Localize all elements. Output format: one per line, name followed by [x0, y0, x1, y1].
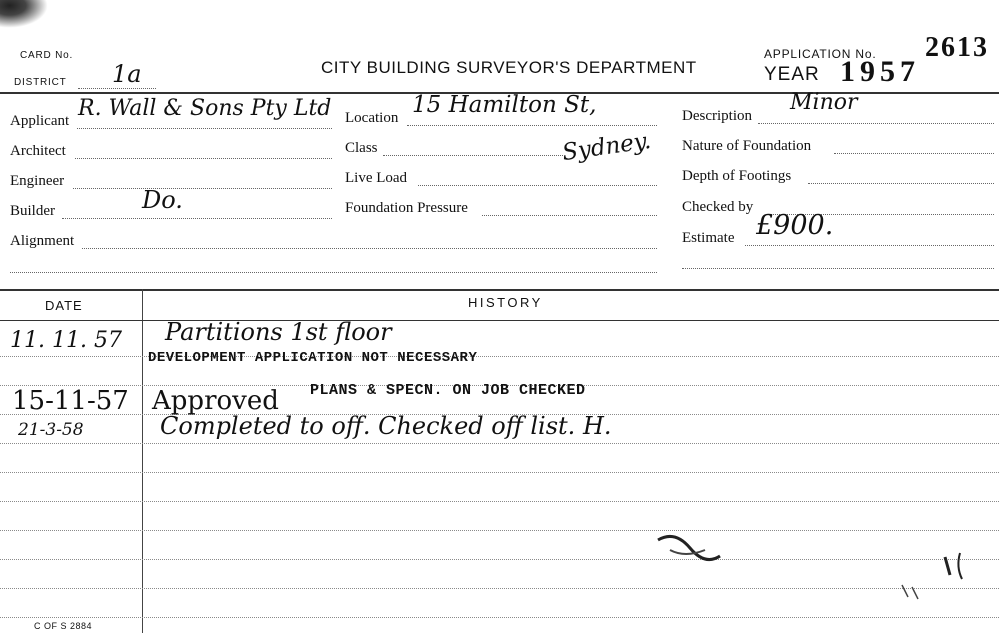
description-value: Minor [790, 90, 858, 115]
date-header: DATE [45, 298, 83, 313]
history-date-1: 11. 11. 57 [10, 328, 122, 353]
extra-dots-right [682, 268, 994, 269]
pen-marks [890, 545, 990, 615]
history-entry-1: Partitions 1st floor [165, 318, 392, 346]
history-date-4: 21-3-58 [18, 420, 84, 440]
history-entry-3: Approved [152, 386, 279, 416]
description-dots [758, 123, 994, 124]
architect-label: Architect [10, 143, 66, 159]
application-no-label: APPLICATION No. [764, 47, 877, 61]
architect-dots [75, 158, 332, 159]
history-date-3: 15-11-57 [12, 386, 129, 416]
nature-of-foundation-dots [834, 153, 994, 154]
alignment-label: Alignment [10, 233, 75, 249]
foundation-pressure-label: Foundation Pressure [345, 200, 468, 216]
live-load-dots [418, 185, 657, 186]
estimate-value: £900. [756, 210, 834, 241]
extra-dots-left [10, 272, 657, 273]
top-left-stain [0, 0, 48, 28]
ruled-line [0, 501, 999, 502]
alignment-dots [82, 248, 657, 249]
applicant-value: R. Wall & Sons Pty Ltd [78, 96, 332, 121]
depth-of-footings-dots [808, 183, 994, 184]
estimate-dots [745, 245, 994, 246]
ruled-line [0, 559, 999, 560]
builder-dots [62, 218, 332, 219]
applicant-label: Applicant [10, 113, 70, 129]
year-value: 1957 [840, 55, 920, 88]
location-dots [407, 125, 657, 126]
class-label: Class [345, 140, 378, 156]
form-code: C OF S 2884 [34, 621, 93, 631]
ruled-line [0, 443, 999, 444]
plans-checked-stamp: PLANS & SPECN. ON JOB CHECKED [310, 382, 586, 399]
builder-label: Builder [10, 203, 55, 219]
district-value: 1a [112, 60, 142, 88]
history-entry-4: Completed to off. Checked off list. H. [160, 412, 612, 440]
engineer-dots [73, 188, 332, 189]
development-stamp: DEVELOPMENT APPLICATION NOT NECESSARY [148, 350, 478, 366]
district-label: DISTRICT [14, 77, 67, 88]
foundation-pressure-dots [482, 215, 657, 216]
ruled-line [0, 588, 999, 589]
header-row-border [0, 320, 999, 321]
ruled-line [0, 472, 999, 473]
applicant-dots [77, 128, 332, 129]
nature-of-foundation-label: Nature of Foundation [682, 138, 812, 154]
location-label: Location [345, 110, 399, 126]
ruled-line [0, 617, 999, 618]
history-header: HISTORY [468, 295, 543, 310]
card-no-label: CARD No. [20, 50, 74, 61]
class-dots [383, 155, 563, 156]
description-label: Description [682, 108, 752, 124]
live-load-label: Live Load [345, 170, 408, 186]
application-no-value: 2613 [925, 32, 989, 63]
estimate-label: Estimate [682, 230, 735, 246]
checked-by-label: Checked by [682, 199, 754, 215]
location-value: 15 Hamilton St, [412, 92, 597, 118]
engineer-label: Engineer [10, 173, 65, 189]
builder-value: Do. [142, 186, 183, 214]
table-top-border [0, 289, 999, 291]
depth-of-footings-label: Depth of Footings [682, 168, 792, 184]
year-label: YEAR [764, 64, 820, 85]
department-title: CITY BUILDING SURVEYOR'S DEPARTMENT [321, 58, 697, 77]
district-dots [78, 88, 156, 89]
ink-smudge [650, 520, 730, 570]
location-value-2: Sydney. [560, 127, 653, 167]
date-column-divider [142, 289, 143, 633]
ruled-line [0, 530, 999, 531]
